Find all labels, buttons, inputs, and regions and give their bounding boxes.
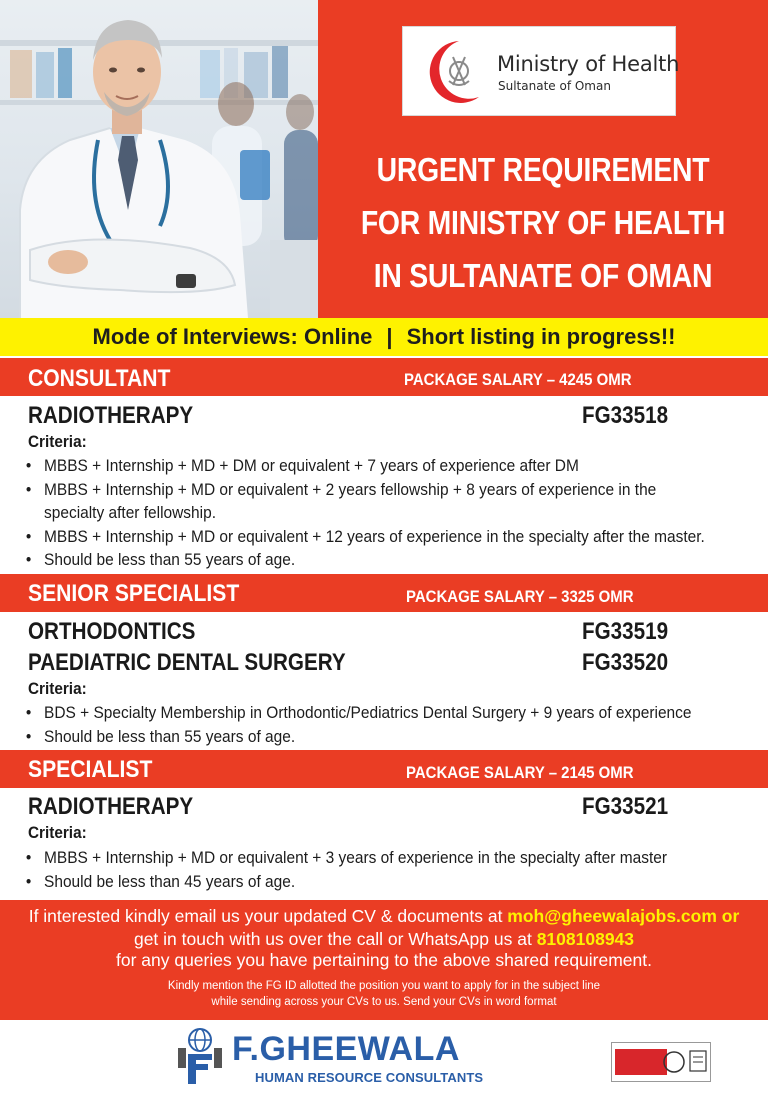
headline [350, 143, 737, 302]
section-body-specialist [0, 788, 768, 900]
section-bar-specialist [0, 750, 768, 788]
section-bar-senior-specialist [0, 574, 768, 612]
position-code: FG33521 [582, 793, 669, 820]
position-name: ORTHODONTICS [28, 618, 196, 645]
section-salary: PACKAGE SALARY – 3325 OMR [406, 587, 634, 606]
headline-line-3: IN SULTANATE OF OMAN [373, 257, 713, 294]
doctor-photo [0, 0, 318, 318]
banner-separator: | [386, 324, 393, 349]
logo-subtitle: Sultanate of Oman [498, 79, 611, 93]
section-salary: PACKAGE SALARY – 4245 OMR [404, 370, 632, 389]
position-code: FG33520 [582, 649, 669, 676]
criteria-item: • Should be less than 55 years of age. [24, 725, 752, 749]
company-name: F.GHEEWALA [232, 1030, 460, 1068]
criteria-item: • BDS + Specialty Membership in Orthodontic/Pediatrics Dental Surgery + 9 years of experience [24, 701, 752, 725]
logo-title: Ministry of Health [497, 52, 680, 76]
application-note-1: Kindly mention the FG ID allotted the position you want to apply for in the subject line [167, 980, 601, 992]
criteria-label: Criteria: [28, 823, 87, 842]
criteria-list [24, 701, 768, 748]
contact-email-link[interactable]: moh@gheewalajobs.com [507, 906, 717, 926]
section-body-consultant [0, 396, 768, 574]
contact-line-2 [0, 929, 768, 950]
position-name: RADIOTHERAPY [28, 793, 194, 820]
position-code: FG33519 [582, 618, 669, 645]
company-tagline: HUMAN RESOURCE CONSULTANTS [255, 1070, 484, 1085]
criteria-list [24, 454, 768, 572]
contact-text: If interested kindly email us your updated CV & documents at [28, 906, 508, 926]
hero [0, 0, 768, 318]
shortlist-status: Short listing in progress!! [406, 324, 676, 349]
headline-line-2: FOR MINISTRY OF HEALTH [360, 204, 726, 241]
criteria-item: • Should be less than 45 years of age. [24, 870, 752, 894]
contact-section [0, 900, 768, 1020]
criteria-item: • MBBS + Internship + MD or equivalent + 12 years of experience in the specialty after the master. [24, 525, 752, 549]
footer [0, 1020, 768, 1104]
ministry-crescent-emblem-icon [419, 37, 489, 107]
section-title: CONSULTANT [28, 365, 171, 392]
section-salary: PACKAGE SALARY – 2145 OMR [406, 763, 634, 782]
application-note-2: while sending across your CVs to us. Send your CVs in word format [211, 996, 557, 1008]
section-title: SPECIALIST [28, 756, 153, 783]
criteria-item: • MBBS + Internship + MD or equivalent + 2 years fellowship + 8 years of experience in the [24, 478, 752, 502]
bureau-veritas-certification-icon [611, 1042, 711, 1082]
contact-text: get in touch with us over the call or WhatsApp us at [133, 929, 537, 949]
criteria-item: • MBBS + Internship + MD or equivalent + 3 years of experience in the specialty after master [24, 846, 752, 870]
section-body-senior-specialist [0, 612, 768, 748]
contact-or: or [716, 906, 740, 926]
criteria-item: • Should be less than 55 years of age. [24, 548, 752, 572]
headline-line-1: URGENT REQUIREMENT [376, 151, 710, 188]
criteria-list [24, 846, 768, 893]
section-bar-consultant [0, 358, 768, 396]
criteria-item-continuation [24, 501, 752, 525]
criteria-label: Criteria: [28, 679, 87, 698]
doctor-illustration [0, 0, 318, 318]
certification-badge-graphic [612, 1043, 710, 1081]
contact-phone-link[interactable]: 8108108943 [536, 929, 635, 949]
ministry-logo [402, 26, 680, 116]
contact-line-1 [0, 906, 768, 927]
position-name: PAEDIATRIC DENTAL SURGERY [28, 649, 346, 676]
section-title: SENIOR SPECIALIST [28, 580, 240, 607]
interview-mode: Mode of Interviews: Online [92, 324, 373, 349]
criteria-continuation-text: specialty after fellowship. [44, 503, 216, 522]
criteria-item: • MBBS + Internship + MD + DM or equivalent + 7 years of experience after DM [24, 454, 752, 478]
contact-line-3: for any queries you have pertaining to the above shared requirement. [115, 950, 653, 970]
position-name: RADIOTHERAPY [28, 402, 194, 429]
interview-banner [0, 318, 768, 356]
criteria-label: Criteria: [28, 432, 87, 451]
position-code: FG33518 [582, 402, 669, 429]
globe-f-icon [176, 1026, 224, 1088]
